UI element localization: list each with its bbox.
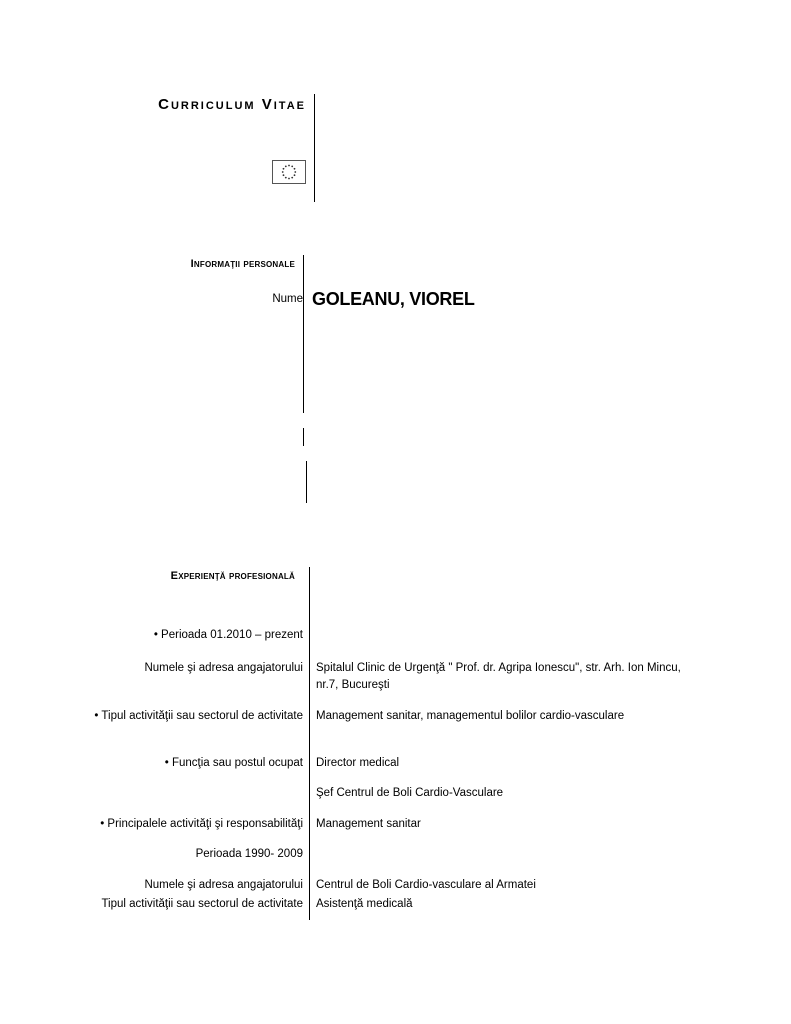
experience-value-position-extra: Şef Centrul de Boli Cardio-Vasculare bbox=[316, 787, 504, 799]
experience-label-period-current: • Perioada 01.2010 – prezent bbox=[153, 629, 303, 641]
experience-value-employer-previous: Centrul de Boli Cardio-vasculare al Armatei bbox=[316, 879, 536, 891]
experience-value-responsibilities: Management sanitar bbox=[316, 818, 421, 830]
experience-heading: Experienţă profesională bbox=[170, 570, 295, 582]
experience-label-responsibilities: • Principalele activităţi şi responsabilităţi bbox=[100, 818, 303, 830]
divider-fragment-2 bbox=[306, 461, 307, 503]
name-value: GOLEANU, VIOREL bbox=[312, 289, 475, 309]
divider-fragment-1 bbox=[303, 428, 304, 446]
experience-value-sector-previous: Asistenţă medicală bbox=[316, 898, 413, 910]
experience-label-employer: Numele şi adresa angajatorului bbox=[144, 662, 303, 674]
experience-label-sector: • Tipul activităţii sau sectorul de activitate bbox=[94, 710, 303, 722]
experience-value-position: Director medical bbox=[316, 757, 400, 769]
name-label: Nume bbox=[272, 293, 303, 305]
header-divider bbox=[314, 94, 315, 202]
experience-label-period-previous: Perioada 1990- 2009 bbox=[195, 848, 303, 860]
experience-label-employer-previous: Numele şi adresa angajatorului bbox=[144, 879, 303, 891]
experience-divider bbox=[309, 567, 310, 920]
experience-label-sector-previous: Tipul activităţii sau sectorul de activitate bbox=[101, 898, 303, 910]
experience-value-employer: Spitalul Clinic de Urgenţă " Prof. dr. Agripa Ionescu", str. Arh. Ion Mincu, nr.7, Bucureşti bbox=[316, 662, 681, 691]
experience-value-sector: Management sanitar, managementul bolilor cardio-vasculare bbox=[316, 710, 625, 722]
cv-title: Curriculum Vitae bbox=[158, 96, 306, 113]
experience-label-position: • Funcţia sau postul ocupat bbox=[164, 757, 303, 769]
personal-info-heading: Informaţii personale bbox=[190, 258, 295, 270]
eu-flag-icon bbox=[272, 160, 306, 184]
personal-info-divider bbox=[303, 255, 304, 413]
